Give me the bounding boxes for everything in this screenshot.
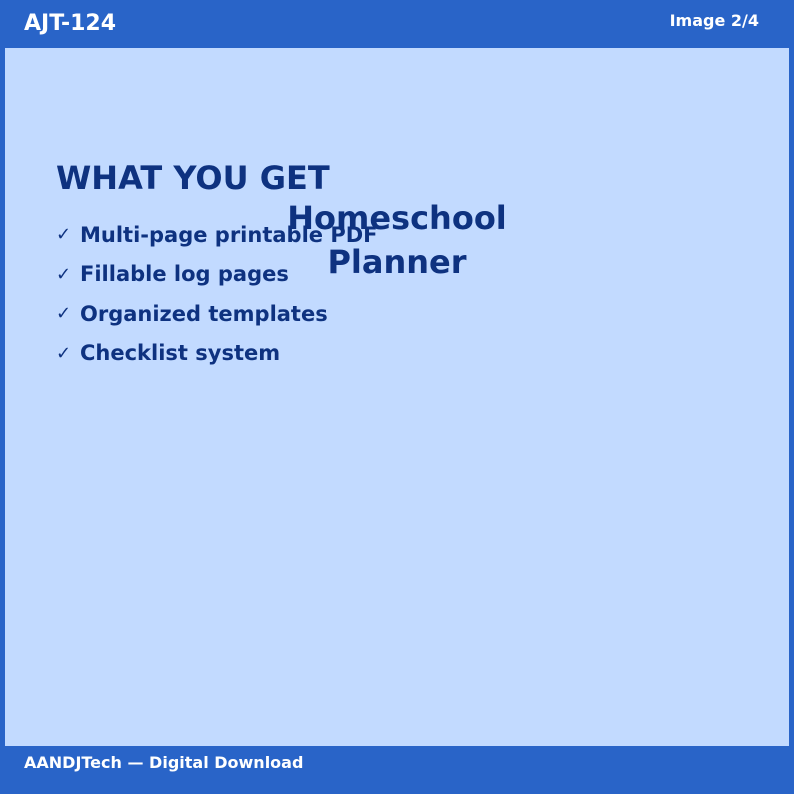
list-item — [56, 294, 378, 334]
content-panel — [5, 48, 789, 746]
product-title — [257, 196, 537, 284]
checkmark-icon: ✓ — [56, 342, 72, 364]
product-title-line-2: Planner — [327, 243, 467, 281]
feature-label: Multi-page printable PDF — [80, 222, 378, 247]
image-counter: Image 2/4 — [669, 11, 759, 30]
product-title-line-1: Homeschool — [287, 199, 507, 237]
product-code: AJT-124 — [24, 11, 117, 36]
feature-label: Fillable log pages — [80, 262, 289, 287]
feature-label: Checklist system — [80, 341, 281, 366]
footer-brand: AANDJTech — Digital Download — [24, 753, 304, 772]
feature-label: Organized templates — [80, 301, 328, 326]
section-title: WHAT YOU GET — [56, 159, 330, 197]
checkmark-icon: ✓ — [56, 303, 72, 325]
checkmark-icon: ✓ — [56, 224, 72, 246]
list-item — [56, 334, 378, 374]
checkmark-icon: ✓ — [56, 263, 72, 285]
